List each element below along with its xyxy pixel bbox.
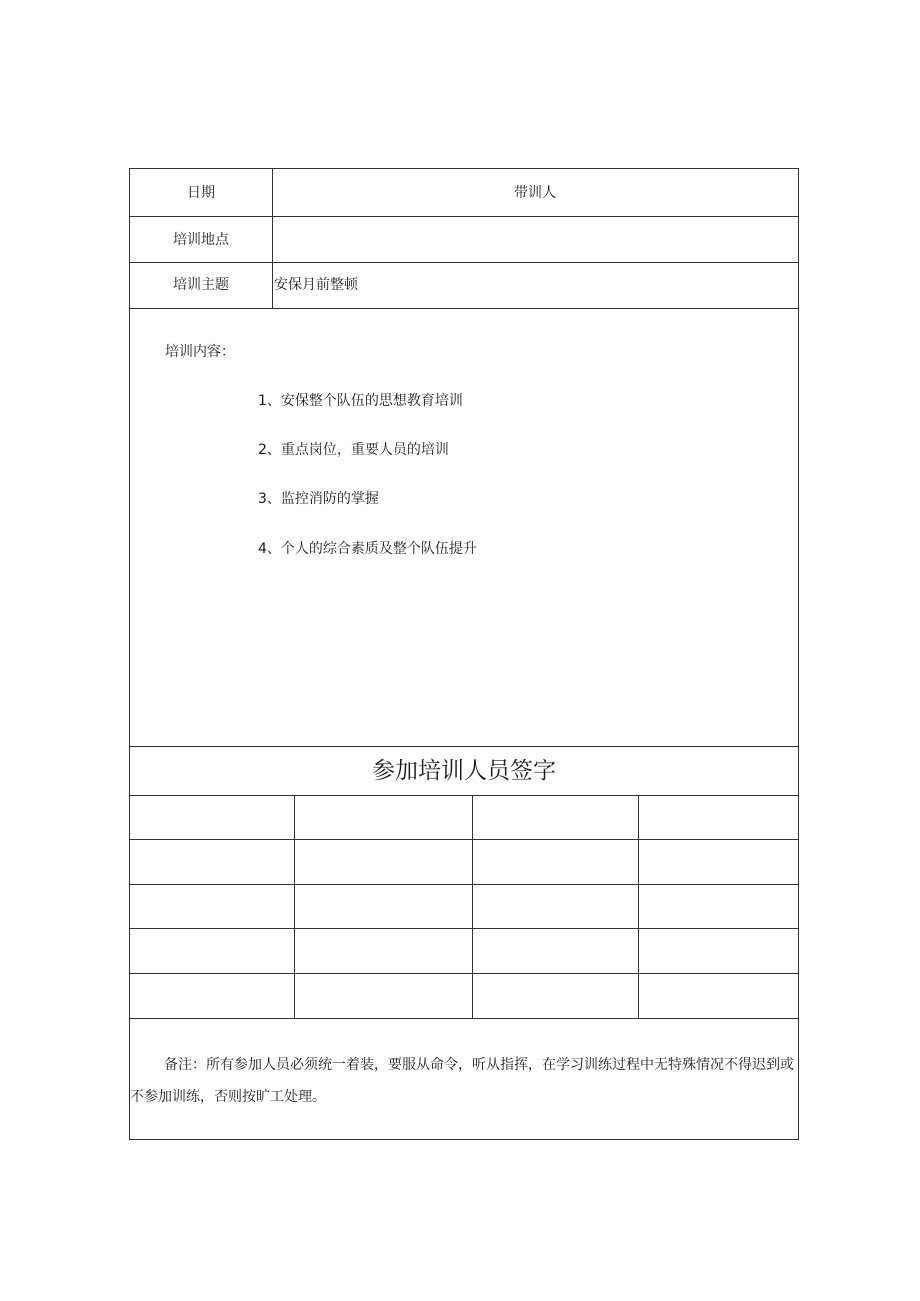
content-item: 4、个人的综合素质及整个队伍提升 [258,541,477,557]
row-divider [130,216,798,217]
row-divider [130,308,798,309]
date-label: 日期 [187,185,215,201]
topic-label: 培训主题 [173,277,229,293]
topic-value: 安保月前整顿 [274,277,358,293]
signature-row-divider [130,839,798,840]
trainer-label: 带训人 [514,185,556,201]
content-item: 2、重点岗位，重要人员的培训 [258,442,449,458]
signature-row-divider [130,973,798,974]
row-divider [130,262,798,263]
signature-column-divider [638,795,639,1018]
signature-column-divider [472,795,473,1018]
signature-section-title: 参加培训人员签字 [372,758,556,784]
signature-column-divider [294,795,295,1018]
content-item: 1、安保整个队伍的思想教育培训 [258,393,463,409]
signature-row-divider [130,884,798,885]
training-record-form [129,168,799,1140]
content-item: 3、监控消防的掌握 [258,491,379,507]
location-label: 培训地点 [173,232,229,248]
signature-row-divider [130,928,798,929]
row-divider [130,1018,798,1019]
content-label: 培训内容： [165,344,235,360]
row-divider [130,795,798,796]
remark-text: 备注：所有参加人员必须统一着装，要服从命令，听从指挥，在学习训练过程中无特殊情况不得迟到或不参加训练，否则按旷工处理。 [130,1057,794,1105]
